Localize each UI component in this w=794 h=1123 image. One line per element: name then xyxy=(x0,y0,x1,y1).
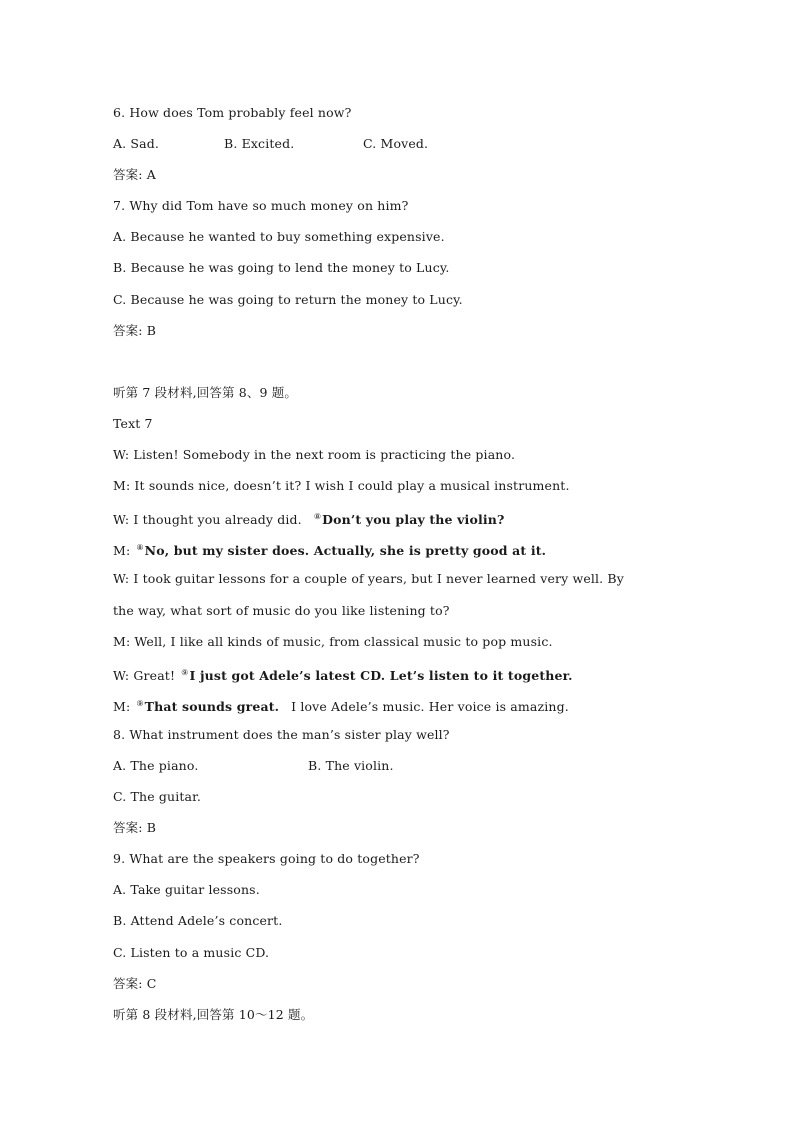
option-a: A. Take guitar lessons. xyxy=(113,882,260,898)
question-6: 6. How does Tom probably feel now? xyxy=(113,105,352,120)
key-sentence: Don’t you play the violin? xyxy=(322,512,505,528)
option-c: C. Listen to a music CD. xyxy=(113,944,270,960)
dialogue-line xyxy=(113,506,713,537)
dialogue-text: I love Adele’s music. Her voice is amazing. xyxy=(291,698,569,714)
question-8-options xyxy=(113,755,713,786)
option-a: A. Sad. xyxy=(113,136,160,152)
section-8-instruction: 听第 8 段材料,回答第 10～12 题。 xyxy=(113,1006,314,1022)
spacer xyxy=(113,351,713,382)
answer-6: 答案: A xyxy=(113,167,156,183)
dialogue-text: M: xyxy=(113,543,131,559)
dialogue-text: W: Great! xyxy=(113,667,176,683)
option-a: A. Because he wanted to buy something expensive. xyxy=(113,229,445,245)
dialogue-line: the way, what sort of music do you like listening to? xyxy=(113,602,450,618)
answer-7: 答案: B xyxy=(113,322,157,338)
question-7: 7. Why did Tom have so much money on him? xyxy=(113,198,409,214)
question-marker: ⑨ xyxy=(136,698,144,708)
option-c: C. Because he was going to return the money to Lucy. xyxy=(113,291,463,307)
dialogue-text: W: I thought you already did. xyxy=(113,512,302,528)
answer-8: 答案: B xyxy=(113,820,157,836)
option-b: B. Attend Adele’s concert. xyxy=(113,913,283,929)
dialogue-line xyxy=(113,662,713,693)
dialogue-line: W: Listen! Somebody in the next room is practicing the piano. xyxy=(113,447,516,463)
answer-9: 答案: C xyxy=(113,975,157,991)
dialogue-text: M: xyxy=(113,698,131,714)
question-8: 8. What instrument does the man’s sister play well? xyxy=(113,726,450,742)
question-marker: ⑧ xyxy=(313,512,322,522)
question-9: 9. What are the speakers going to do together? xyxy=(113,851,420,867)
document-page xyxy=(113,102,713,1035)
dialogue-line: M: Well, I like all kinds of music, from classical music to pop music. xyxy=(113,633,553,649)
key-sentence: That sounds great. xyxy=(144,698,280,714)
option-a: A. The piano. xyxy=(113,757,199,773)
key-sentence: No, but my sister does. Actually, she is pretty good at it. xyxy=(144,543,547,559)
dialogue-line xyxy=(113,537,713,568)
question-marker: ⑨ xyxy=(181,667,189,677)
question-6-options xyxy=(113,133,713,164)
option-c: C. The guitar. xyxy=(113,789,202,805)
option-c: C. Moved. xyxy=(363,136,429,152)
section-7-instruction: 听第 7 段材料,回答第 8、9 题。 xyxy=(113,384,298,400)
option-b: B. Because he was going to lend the money to Lucy. xyxy=(113,260,450,276)
dialogue-line: M: It sounds nice, doesn’t it? I wish I could play a musical instrument. xyxy=(113,478,570,494)
option-b: B. Excited. xyxy=(224,136,295,152)
dialogue-line xyxy=(113,693,713,724)
section-7-title: Text 7 xyxy=(113,415,153,431)
dialogue-line: W: I took guitar lessons for a couple of years, but I never learned very well. By xyxy=(113,571,624,587)
option-b: B. The violin. xyxy=(308,757,394,773)
key-sentence: I just got Adele’s latest CD. Let’s listen to it together. xyxy=(189,667,573,683)
question-marker: ⑧ xyxy=(136,543,144,553)
